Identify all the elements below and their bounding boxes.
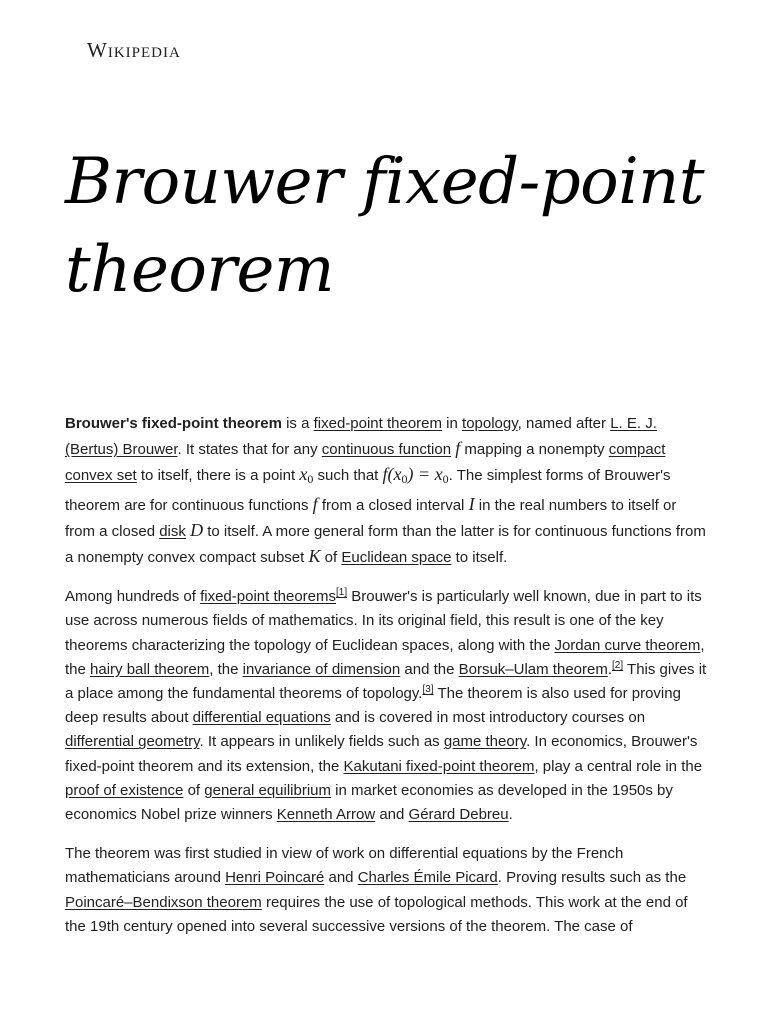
link-brouwer[interactable]: L. E. J. (Bertus) Brouwer (65, 415, 657, 459)
text: Among hundreds of (65, 588, 201, 606)
link-differential-geometry[interactable]: differential geometry (65, 733, 200, 751)
text: and is covered in most introductory courses on (330, 709, 646, 727)
text: . The simplest forms of Brouwer's theorem are for continuous functions (65, 467, 671, 514)
text: and (324, 869, 358, 887)
text: , the (209, 660, 243, 678)
math-d: D (190, 519, 204, 540)
math-x0 (299, 464, 314, 487)
text: mapping a nonempty (460, 441, 609, 459)
math-part: ) = x (407, 464, 443, 485)
link-fixed-point-theorems[interactable]: fixed-point theorems (200, 588, 336, 606)
reference-1[interactable] (336, 587, 347, 598)
text: from a closed interval (317, 496, 469, 514)
link-hairy-ball-theorem[interactable]: hairy ball theorem (90, 660, 210, 678)
bold-term: Brouwer's fixed-point theorem (65, 415, 282, 432)
text: . It states that for any (177, 441, 322, 459)
page-title: Brouwer fixed-point theorem (65, 145, 705, 307)
article-body (65, 412, 707, 954)
paragraph-3 (65, 842, 707, 939)
link-general-equilibrium[interactable]: general equilibrium (204, 781, 332, 799)
text: The theorem was first studied in view of work on differential equations by the French mathematicians around (65, 845, 624, 887)
link-kakutani-fixed-point-theorem[interactable]: Kakutani fixed-point theorem (343, 757, 535, 775)
link-invariance-of-dimension[interactable]: invariance of dimension (242, 660, 401, 678)
text: . (508, 806, 513, 824)
reference-3[interactable] (422, 684, 433, 695)
math-i: I (468, 493, 475, 514)
text: The theorem is also used for proving deep results about (65, 685, 681, 727)
link-game-theory[interactable]: game theory (443, 733, 527, 751)
reference-link[interactable]: [1] (336, 587, 348, 599)
text: and (375, 806, 409, 824)
link-compact-convex-set[interactable]: compact convex set (65, 441, 666, 485)
link-charles-emile-picard[interactable]: Charles Émile Picard (357, 869, 498, 887)
text: , named after (517, 415, 611, 432)
text: to itself. (451, 549, 508, 567)
paragraph-1 (65, 412, 707, 570)
paragraph-2 (65, 585, 707, 827)
text: to itself, there is a point (136, 467, 300, 485)
math-f: f (455, 438, 461, 459)
link-borsuk-ulam-theorem[interactable]: Borsuk–Ulam theorem (458, 660, 608, 678)
link-differential-equations[interactable]: differential equations (192, 709, 331, 727)
math-sub: 0 (442, 472, 449, 487)
link-topology[interactable]: topology (462, 415, 518, 432)
link-henri-poincare[interactable]: Henri Poincaré (225, 869, 325, 887)
math-sub: 0 (307, 472, 314, 487)
math-f: f (312, 493, 318, 514)
reference-link[interactable]: [2] (612, 659, 624, 671)
text: . Proving results such as the (497, 869, 687, 887)
text: , the (65, 636, 705, 678)
math-part: f(x (382, 464, 402, 485)
text: and the (400, 660, 459, 678)
link-proof-of-existence[interactable]: proof of existence (65, 781, 184, 799)
text: of (183, 781, 205, 799)
reference-2[interactable] (612, 660, 623, 671)
link-disk[interactable]: disk (159, 522, 186, 540)
math-sub: 0 (401, 472, 408, 487)
text: such that (313, 467, 383, 485)
wikipedia-wordmark[interactable]: Wikipedia (87, 38, 181, 62)
text: , play a central role in the (534, 757, 703, 775)
text: of (320, 549, 342, 567)
math-x: x (299, 464, 308, 485)
reference-link[interactable]: [3] (422, 684, 434, 696)
link-euclidean-space[interactable]: Euclidean space (341, 549, 452, 567)
text: . In economics, Brouwer's fixed-point theorem and its extension, the (65, 733, 698, 775)
link-poincare-bendixson-theorem[interactable]: Poincaré–Bendixson theorem (65, 893, 262, 911)
text: in (442, 415, 463, 432)
text: This gives it a place among the fundamental theorems of topology. (65, 660, 707, 703)
link-fixed-point-theorem[interactable]: fixed-point theorem (313, 415, 443, 432)
link-kenneth-arrow[interactable]: Kenneth Arrow (276, 806, 376, 824)
math-fixed-point-equation (382, 464, 449, 487)
text: in market economies as developed in the 1950s by economics Nobel prize winners (65, 781, 673, 824)
math-k: K (308, 546, 321, 567)
link-gerard-debreu[interactable]: Gérard Debreu (408, 806, 509, 824)
link-jordan-curve-theorem[interactable]: Jordan curve theorem (554, 636, 701, 654)
text: is a (281, 415, 314, 432)
link-continuous-function[interactable]: continuous function (321, 441, 452, 459)
text: . It appears in unlikely fields such as (199, 733, 444, 751)
text: . (607, 660, 613, 678)
text: Brouwer's is particularly well known, due in part to its use across numerous fields of mathematics. In its original field, this result is one of the key theorems characterizing the topology of Euclidean spaces, along with the (65, 588, 702, 654)
text: to itself. A more general form than the latter is for continuous functions from a nonempty convex compact subset (65, 522, 706, 567)
text: requires the use of topological methods. This work at the end of the 19th century opened into several successive versions of the theorem. The case of (65, 893, 688, 935)
text: in the real numbers to itself or from a closed (65, 496, 677, 540)
